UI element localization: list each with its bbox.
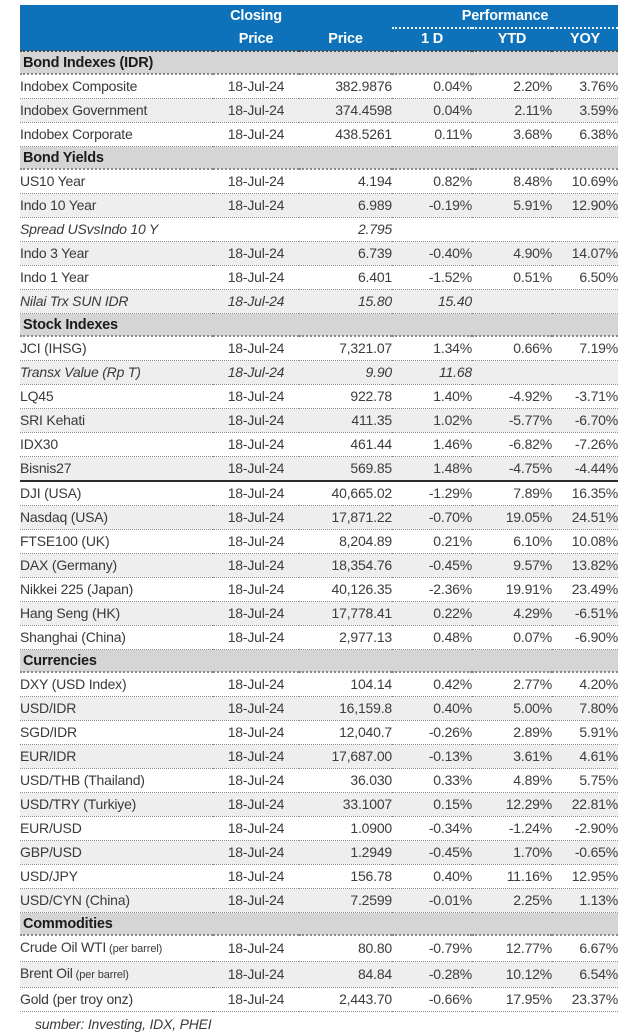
price-cell: 36.030 bbox=[299, 769, 392, 793]
closing-date-cell: 18-Jul-24 bbox=[213, 290, 299, 314]
change-ytd-cell: 2.89% bbox=[472, 721, 552, 745]
closing-date-cell: 18-Jul-24 bbox=[213, 697, 299, 721]
change-1d-cell: 1.48% bbox=[392, 457, 472, 482]
change-ytd-cell bbox=[472, 218, 552, 242]
change-ytd-cell: 7.89% bbox=[472, 481, 552, 506]
price-cell: 2.795 bbox=[299, 218, 392, 242]
price-cell: 382.9876 bbox=[299, 74, 392, 99]
change-yoy-cell: 23.37% bbox=[552, 988, 618, 1012]
change-yoy-cell: 12.90% bbox=[552, 194, 618, 218]
closing-date-cell: 18-Jul-24 bbox=[213, 554, 299, 578]
table-row bbox=[20, 99, 618, 123]
table-row bbox=[20, 506, 618, 530]
change-yoy-cell: 3.59% bbox=[552, 99, 618, 123]
change-ytd-cell: 2.77% bbox=[472, 672, 552, 697]
change-1d-cell: -0.26% bbox=[392, 721, 472, 745]
table-row bbox=[20, 672, 618, 697]
instrument-name-unit: (per barrel) bbox=[72, 969, 129, 981]
table-row bbox=[20, 409, 618, 433]
price-cell: 12,040.7 bbox=[299, 721, 392, 745]
change-yoy-cell: 3.76% bbox=[552, 74, 618, 99]
instrument-name: Indo 1 Year bbox=[20, 266, 213, 290]
change-1d-cell: -1.29% bbox=[392, 481, 472, 506]
table-body bbox=[20, 51, 618, 1012]
change-yoy-cell: -0.65% bbox=[552, 841, 618, 865]
instrument-name: SRI Kehati bbox=[20, 409, 213, 433]
change-1d-cell: -0.40% bbox=[392, 242, 472, 266]
change-yoy-cell: -4.44% bbox=[552, 457, 618, 482]
change-yoy-cell: -6.51% bbox=[552, 602, 618, 626]
market-table bbox=[20, 5, 618, 1012]
change-ytd-cell: 5.91% bbox=[472, 194, 552, 218]
change-1d-cell: 0.48% bbox=[392, 626, 472, 650]
change-yoy-cell: 6.54% bbox=[552, 962, 618, 988]
table-row bbox=[20, 242, 618, 266]
instrument-name: Transx Value (Rp T) bbox=[20, 361, 213, 385]
table-row bbox=[20, 962, 618, 988]
header-1d: 1 D bbox=[392, 28, 472, 51]
table-row bbox=[20, 123, 618, 147]
change-yoy-cell: -7.26% bbox=[552, 433, 618, 457]
closing-date-cell: 18-Jul-24 bbox=[213, 745, 299, 769]
change-yoy-cell: 4.61% bbox=[552, 745, 618, 769]
change-1d-cell: 0.04% bbox=[392, 74, 472, 99]
change-1d-cell: 0.40% bbox=[392, 697, 472, 721]
table-row bbox=[20, 865, 618, 889]
price-cell: 15.80 bbox=[299, 290, 392, 314]
table-row bbox=[20, 336, 618, 361]
section-header-row bbox=[20, 913, 618, 936]
change-yoy-cell: 22.81% bbox=[552, 793, 618, 817]
closing-date-cell: 18-Jul-24 bbox=[213, 266, 299, 290]
instrument-name: JCI (IHSG) bbox=[20, 336, 213, 361]
instrument-name: Hang Seng (HK) bbox=[20, 602, 213, 626]
change-ytd-cell: 8.48% bbox=[472, 169, 552, 194]
section-title: Currencies bbox=[20, 650, 618, 673]
change-ytd-cell: 12.29% bbox=[472, 793, 552, 817]
table-row bbox=[20, 817, 618, 841]
price-cell: 8,204.89 bbox=[299, 530, 392, 554]
header-yoy: YOY bbox=[552, 28, 618, 51]
price-cell: 16,159.8 bbox=[299, 697, 392, 721]
change-ytd-cell: -4.75% bbox=[472, 457, 552, 482]
closing-date-cell: 18-Jul-24 bbox=[213, 481, 299, 506]
section-header-row bbox=[20, 147, 618, 170]
change-yoy-cell: 6.67% bbox=[552, 935, 618, 962]
change-yoy-cell: -6.90% bbox=[552, 626, 618, 650]
header-price: Price bbox=[299, 28, 392, 51]
change-1d-cell: 0.11% bbox=[392, 123, 472, 147]
price-cell: 17,871.22 bbox=[299, 506, 392, 530]
price-cell: 438.5261 bbox=[299, 123, 392, 147]
table-row bbox=[20, 578, 618, 602]
closing-date-cell: 18-Jul-24 bbox=[213, 889, 299, 913]
instrument-name: USD/THB (Thailand) bbox=[20, 769, 213, 793]
header-spacer bbox=[20, 28, 213, 51]
closing-date-cell: 18-Jul-24 bbox=[213, 962, 299, 988]
closing-date-cell: 18-Jul-24 bbox=[213, 194, 299, 218]
change-yoy-cell bbox=[552, 218, 618, 242]
table-row bbox=[20, 697, 618, 721]
change-ytd-cell: 19.05% bbox=[472, 506, 552, 530]
closing-date-cell: 18-Jul-24 bbox=[213, 578, 299, 602]
change-ytd-cell: 2.20% bbox=[472, 74, 552, 99]
change-ytd-cell: -5.77% bbox=[472, 409, 552, 433]
instrument-name: Nilai Trx SUN IDR bbox=[20, 290, 213, 314]
price-cell: 156.78 bbox=[299, 865, 392, 889]
table-row bbox=[20, 169, 618, 194]
change-yoy-cell: 6.38% bbox=[552, 123, 618, 147]
price-cell: 80.80 bbox=[299, 935, 392, 962]
closing-date-cell: 18-Jul-24 bbox=[213, 602, 299, 626]
price-cell: 17,687.00 bbox=[299, 745, 392, 769]
closing-date-cell: 18-Jul-24 bbox=[213, 865, 299, 889]
change-ytd-cell: 0.66% bbox=[472, 336, 552, 361]
price-cell: 18,354.76 bbox=[299, 554, 392, 578]
change-yoy-cell bbox=[552, 361, 618, 385]
change-ytd-cell: 4.89% bbox=[472, 769, 552, 793]
closing-date-cell: 18-Jul-24 bbox=[213, 409, 299, 433]
table-row bbox=[20, 745, 618, 769]
closing-date-cell: 18-Jul-24 bbox=[213, 841, 299, 865]
table-row bbox=[20, 218, 618, 242]
closing-date-cell: 18-Jul-24 bbox=[213, 817, 299, 841]
change-yoy-cell: 5.91% bbox=[552, 721, 618, 745]
price-cell: 7.2599 bbox=[299, 889, 392, 913]
table-row bbox=[20, 361, 618, 385]
price-cell: 33.1007 bbox=[299, 793, 392, 817]
table-row bbox=[20, 554, 618, 578]
instrument-name: Indobex Corporate bbox=[20, 123, 213, 147]
table-row bbox=[20, 481, 618, 506]
closing-date-cell: 18-Jul-24 bbox=[213, 99, 299, 123]
change-1d-cell: -0.19% bbox=[392, 194, 472, 218]
section-title: Stock Indexes bbox=[20, 314, 618, 337]
table-header bbox=[20, 5, 618, 51]
price-cell: 104.14 bbox=[299, 672, 392, 697]
change-1d-cell: 0.21% bbox=[392, 530, 472, 554]
change-ytd-cell: 0.07% bbox=[472, 626, 552, 650]
change-yoy-cell: 12.95% bbox=[552, 865, 618, 889]
price-cell: 9.90 bbox=[299, 361, 392, 385]
change-yoy-cell: -3.71% bbox=[552, 385, 618, 409]
change-1d-cell: 0.22% bbox=[392, 602, 472, 626]
table-row bbox=[20, 194, 618, 218]
change-yoy-cell: 14.07% bbox=[552, 242, 618, 266]
instrument-name: Indo 3 Year bbox=[20, 242, 213, 266]
price-cell: 2,443.70 bbox=[299, 988, 392, 1012]
change-1d-cell: 11.68 bbox=[392, 361, 472, 385]
change-ytd-cell: 17.95% bbox=[472, 988, 552, 1012]
closing-date-cell: 18-Jul-24 bbox=[213, 169, 299, 194]
table-row bbox=[20, 433, 618, 457]
change-yoy-cell: 4.20% bbox=[552, 672, 618, 697]
header-spacer bbox=[20, 5, 213, 28]
change-ytd-cell bbox=[472, 290, 552, 314]
price-cell: 84.84 bbox=[299, 962, 392, 988]
change-ytd-cell: 4.29% bbox=[472, 602, 552, 626]
section-title: Bond Indexes (IDR) bbox=[20, 51, 618, 74]
price-cell: 7,321.07 bbox=[299, 336, 392, 361]
instrument-name: USD/JPY bbox=[20, 865, 213, 889]
change-yoy-cell: 1.13% bbox=[552, 889, 618, 913]
instrument-name: SGD/IDR bbox=[20, 721, 213, 745]
instrument-name: Spread USvsIndo 10 Y bbox=[20, 218, 213, 242]
instrument-name: EUR/USD bbox=[20, 817, 213, 841]
change-yoy-cell: 7.19% bbox=[552, 336, 618, 361]
change-yoy-cell: 23.49% bbox=[552, 578, 618, 602]
table-row bbox=[20, 889, 618, 913]
instrument-name: FTSE100 (UK) bbox=[20, 530, 213, 554]
price-cell: 922.78 bbox=[299, 385, 392, 409]
closing-date-cell: 18-Jul-24 bbox=[213, 457, 299, 482]
change-yoy-cell: 10.08% bbox=[552, 530, 618, 554]
price-cell: 6.401 bbox=[299, 266, 392, 290]
instrument-name: GBP/USD bbox=[20, 841, 213, 865]
change-1d-cell: -0.45% bbox=[392, 841, 472, 865]
change-1d-cell: 15.40 bbox=[392, 290, 472, 314]
price-cell: 6.739 bbox=[299, 242, 392, 266]
header-closing: Closing bbox=[213, 5, 299, 28]
change-1d-cell: -0.34% bbox=[392, 817, 472, 841]
change-ytd-cell: 11.16% bbox=[472, 865, 552, 889]
change-1d-cell: -0.70% bbox=[392, 506, 472, 530]
instrument-name: DJI (USA) bbox=[20, 481, 213, 506]
change-1d-cell: 0.42% bbox=[392, 672, 472, 697]
change-1d-cell: 0.82% bbox=[392, 169, 472, 194]
change-1d-cell: -1.52% bbox=[392, 266, 472, 290]
instrument-name: DXY (USD Index) bbox=[20, 672, 213, 697]
change-1d-cell: -2.36% bbox=[392, 578, 472, 602]
change-1d-cell: 0.40% bbox=[392, 865, 472, 889]
change-1d-cell: 1.34% bbox=[392, 336, 472, 361]
price-cell: 6.989 bbox=[299, 194, 392, 218]
change-1d-cell: 0.15% bbox=[392, 793, 472, 817]
closing-date-cell: 18-Jul-24 bbox=[213, 361, 299, 385]
change-ytd-cell: 9.57% bbox=[472, 554, 552, 578]
closing-date-cell: 18-Jul-24 bbox=[213, 336, 299, 361]
table-row bbox=[20, 988, 618, 1012]
source-note: sumber: Investing, IDX, PHEI bbox=[35, 1016, 212, 1032]
change-1d-cell: 0.33% bbox=[392, 769, 472, 793]
change-yoy-cell: 10.69% bbox=[552, 169, 618, 194]
change-ytd-cell: -1.24% bbox=[472, 817, 552, 841]
price-cell: 40,665.02 bbox=[299, 481, 392, 506]
instrument-name: EUR/IDR bbox=[20, 745, 213, 769]
change-ytd-cell: 5.00% bbox=[472, 697, 552, 721]
section-header-row bbox=[20, 314, 618, 337]
instrument-name: LQ45 bbox=[20, 385, 213, 409]
price-cell: 411.35 bbox=[299, 409, 392, 433]
change-yoy-cell: 7.80% bbox=[552, 697, 618, 721]
price-cell: 461.44 bbox=[299, 433, 392, 457]
change-1d-cell: 0.04% bbox=[392, 99, 472, 123]
closing-date-cell: 18-Jul-24 bbox=[213, 721, 299, 745]
price-cell: 4.194 bbox=[299, 169, 392, 194]
header-closing-price: Price bbox=[213, 28, 299, 51]
table-row bbox=[20, 841, 618, 865]
price-cell: 1.2949 bbox=[299, 841, 392, 865]
change-ytd-cell: 3.61% bbox=[472, 745, 552, 769]
instrument-name: Gold (per troy onz) bbox=[20, 988, 213, 1012]
closing-date-cell: 18-Jul-24 bbox=[213, 626, 299, 650]
change-1d-cell: -0.28% bbox=[392, 962, 472, 988]
table-row bbox=[20, 793, 618, 817]
table-row bbox=[20, 602, 618, 626]
section-title: Bond Yields bbox=[20, 147, 618, 170]
instrument-name: Indo 10 Year bbox=[20, 194, 213, 218]
change-yoy-cell: 13.82% bbox=[552, 554, 618, 578]
change-ytd-cell: 2.25% bbox=[472, 889, 552, 913]
instrument-name: Shanghai (China) bbox=[20, 626, 213, 650]
change-ytd-cell: 6.10% bbox=[472, 530, 552, 554]
instrument-name: Nikkei 225 (Japan) bbox=[20, 578, 213, 602]
price-cell: 374.4598 bbox=[299, 99, 392, 123]
change-1d-cell: 1.40% bbox=[392, 385, 472, 409]
change-ytd-cell: 0.51% bbox=[472, 266, 552, 290]
change-yoy-cell: 16.35% bbox=[552, 481, 618, 506]
instrument-name: Indobex Government bbox=[20, 99, 213, 123]
change-ytd-cell: -6.82% bbox=[472, 433, 552, 457]
market-summary-sheet bbox=[20, 5, 618, 1032]
change-1d-cell: -0.13% bbox=[392, 745, 472, 769]
closing-date-cell: 18-Jul-24 bbox=[213, 530, 299, 554]
change-ytd-cell: 12.77% bbox=[472, 935, 552, 962]
closing-date-cell: 18-Jul-24 bbox=[213, 433, 299, 457]
table-row bbox=[20, 721, 618, 745]
change-yoy-cell: 24.51% bbox=[552, 506, 618, 530]
change-ytd-cell: 3.68% bbox=[472, 123, 552, 147]
change-1d-cell: 1.46% bbox=[392, 433, 472, 457]
closing-date-cell: 18-Jul-24 bbox=[213, 672, 299, 697]
closing-date-cell: 18-Jul-24 bbox=[213, 385, 299, 409]
instrument-name: DAX (Germany) bbox=[20, 554, 213, 578]
price-cell: 1.0900 bbox=[299, 817, 392, 841]
instrument-name: Brent Oil (per barrel) bbox=[20, 962, 213, 988]
closing-date-cell: 18-Jul-24 bbox=[213, 935, 299, 962]
instrument-name: IDX30 bbox=[20, 433, 213, 457]
table-row bbox=[20, 385, 618, 409]
change-1d-cell: -0.45% bbox=[392, 554, 472, 578]
change-1d-cell: -0.79% bbox=[392, 935, 472, 962]
instrument-name: Crude Oil WTI (per barrel) bbox=[20, 935, 213, 962]
closing-date-cell: 18-Jul-24 bbox=[213, 74, 299, 99]
section-header-row bbox=[20, 650, 618, 673]
closing-date-cell: 18-Jul-24 bbox=[213, 123, 299, 147]
table-row bbox=[20, 769, 618, 793]
change-yoy-cell: 6.50% bbox=[552, 266, 618, 290]
change-1d-cell: -0.01% bbox=[392, 889, 472, 913]
change-1d-cell: -0.66% bbox=[392, 988, 472, 1012]
instrument-name: Indobex Composite bbox=[20, 74, 213, 99]
table-row bbox=[20, 290, 618, 314]
closing-date-cell bbox=[213, 218, 299, 242]
change-ytd-cell: 2.11% bbox=[472, 99, 552, 123]
closing-date-cell: 18-Jul-24 bbox=[213, 793, 299, 817]
table-row bbox=[20, 457, 618, 482]
closing-date-cell: 18-Jul-24 bbox=[213, 988, 299, 1012]
table-row bbox=[20, 530, 618, 554]
closing-date-cell: 18-Jul-24 bbox=[213, 506, 299, 530]
price-cell: 40,126.35 bbox=[299, 578, 392, 602]
change-ytd-cell: 1.70% bbox=[472, 841, 552, 865]
instrument-name: USD/TRY (Turkiye) bbox=[20, 793, 213, 817]
instrument-name: US10 Year bbox=[20, 169, 213, 194]
section-title: Commodities bbox=[20, 913, 618, 936]
price-cell: 2,977.13 bbox=[299, 626, 392, 650]
table-row bbox=[20, 935, 618, 962]
header-performance: Performance bbox=[392, 5, 618, 28]
instrument-name: Bisnis27 bbox=[20, 457, 213, 482]
header-ytd: YTD bbox=[472, 28, 552, 51]
change-1d-cell: 1.02% bbox=[392, 409, 472, 433]
instrument-name: Nasdaq (USA) bbox=[20, 506, 213, 530]
change-yoy-cell: 5.75% bbox=[552, 769, 618, 793]
table-row bbox=[20, 626, 618, 650]
change-ytd-cell: 10.12% bbox=[472, 962, 552, 988]
instrument-name: USD/CYN (China) bbox=[20, 889, 213, 913]
change-ytd-cell bbox=[472, 361, 552, 385]
table-row bbox=[20, 266, 618, 290]
price-cell: 569.85 bbox=[299, 457, 392, 482]
price-cell: 17,778.41 bbox=[299, 602, 392, 626]
header-spacer bbox=[299, 5, 392, 28]
section-header-row bbox=[20, 51, 618, 74]
table-row bbox=[20, 74, 618, 99]
change-1d-cell bbox=[392, 218, 472, 242]
change-ytd-cell: -4.92% bbox=[472, 385, 552, 409]
change-ytd-cell: 4.90% bbox=[472, 242, 552, 266]
instrument-name: USD/IDR bbox=[20, 697, 213, 721]
change-ytd-cell: 19.91% bbox=[472, 578, 552, 602]
change-yoy-cell bbox=[552, 290, 618, 314]
closing-date-cell: 18-Jul-24 bbox=[213, 242, 299, 266]
change-yoy-cell: -6.70% bbox=[552, 409, 618, 433]
instrument-name-unit: (per barrel) bbox=[106, 943, 163, 955]
change-yoy-cell: -2.90% bbox=[552, 817, 618, 841]
closing-date-cell: 18-Jul-24 bbox=[213, 769, 299, 793]
